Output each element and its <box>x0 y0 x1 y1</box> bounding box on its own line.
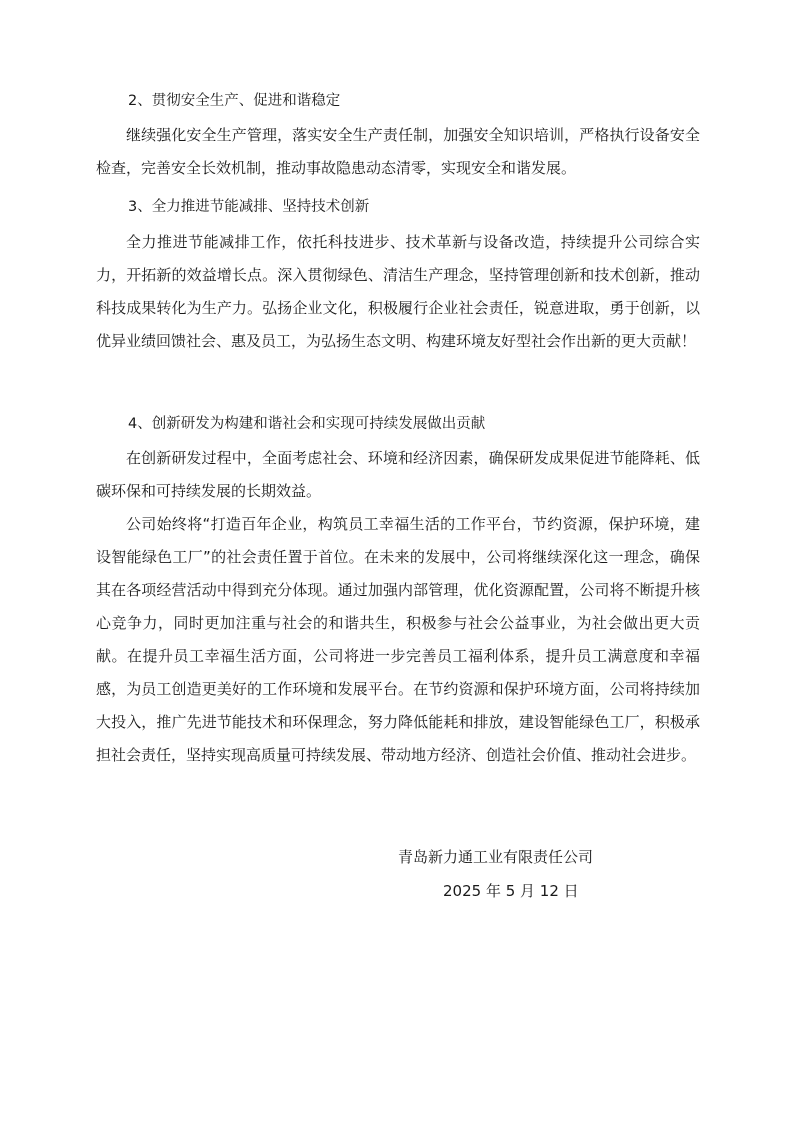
signature-date: 2025 年 5 月 12 日 <box>443 882 579 900</box>
section-body-4 <box>96 442 700 772</box>
paragraph-energy-saving: 全力推进节能减排工作，依托科技进步、技术革新与设备改造，持续提升公司综合实力，开拓新的效益增长点。深入贯彻绿色、清洁生产理念，坚持管理创新和技术创新，推动科技成果转化为生产力。弘扬企业文化，积极履行企业社会责任，锐意进取，勇于创新，以优异业绩回馈社会、惠及员工，为弘扬生态文明、构建环境友好型社会作出新的更大贡献！ <box>96 233 700 350</box>
paragraph-safety: 继续强化安全生产管理，落实安全生产责任制，加强安全知识培训，严格执行设备安全检查，完善安全长效机制，推动事故隐患动态清零，实现安全和谐发展。 <box>96 126 700 177</box>
paragraph-rnd: 在创新研发过程中，全面考虑社会、环境和经济因素，确保研发成果促进节能降耗、低碳环保和可持续发展的长期效益。 <box>96 449 700 500</box>
section-body-3 <box>96 226 700 358</box>
section-heading-4: 4、创新研发为构建和谐社会和实现可持续发展做出贡献 <box>128 416 486 432</box>
section-body-2 <box>96 119 700 185</box>
section-heading-3: 3、全力推进节能减排、坚持技术创新 <box>128 199 370 215</box>
paragraph-social-responsibility: 公司始终将“打造百年企业，构筑员工幸福生活的工作平台，节约资源，保护环境，建设智能绿色工厂”的社会责任置于首位。在未来的发展中，公司将继续深化这一理念，确保其在各项经营活动中得到充分体现。通过加强内部管理，优化资源配置，公司将不断提升核心竞争力，同时更加注重与社会的和谐共生，积极参与社会公益事业，为社会做出更大贡献。在提升员工幸福生活方面，公司将进一步完善员工福利体系，提升员工满意度和幸福感，为员工创造更美好的工作环境和发展平台。在节约资源和保护环境方面，公司将持续加大投入，推广先进节能技术和环保理念，努力降低能耗和排放，建设智能绿色工厂，积极承担社会责任，坚持实现高质量可持续发展、带动地方经济、创造社会价值、推动社会进步。 <box>96 515 700 764</box>
signature-company: 青岛新力通工业有限责任公司 <box>398 848 594 866</box>
section-heading-2: 2、贯彻安全生产、促进和谐稳定 <box>128 93 341 109</box>
